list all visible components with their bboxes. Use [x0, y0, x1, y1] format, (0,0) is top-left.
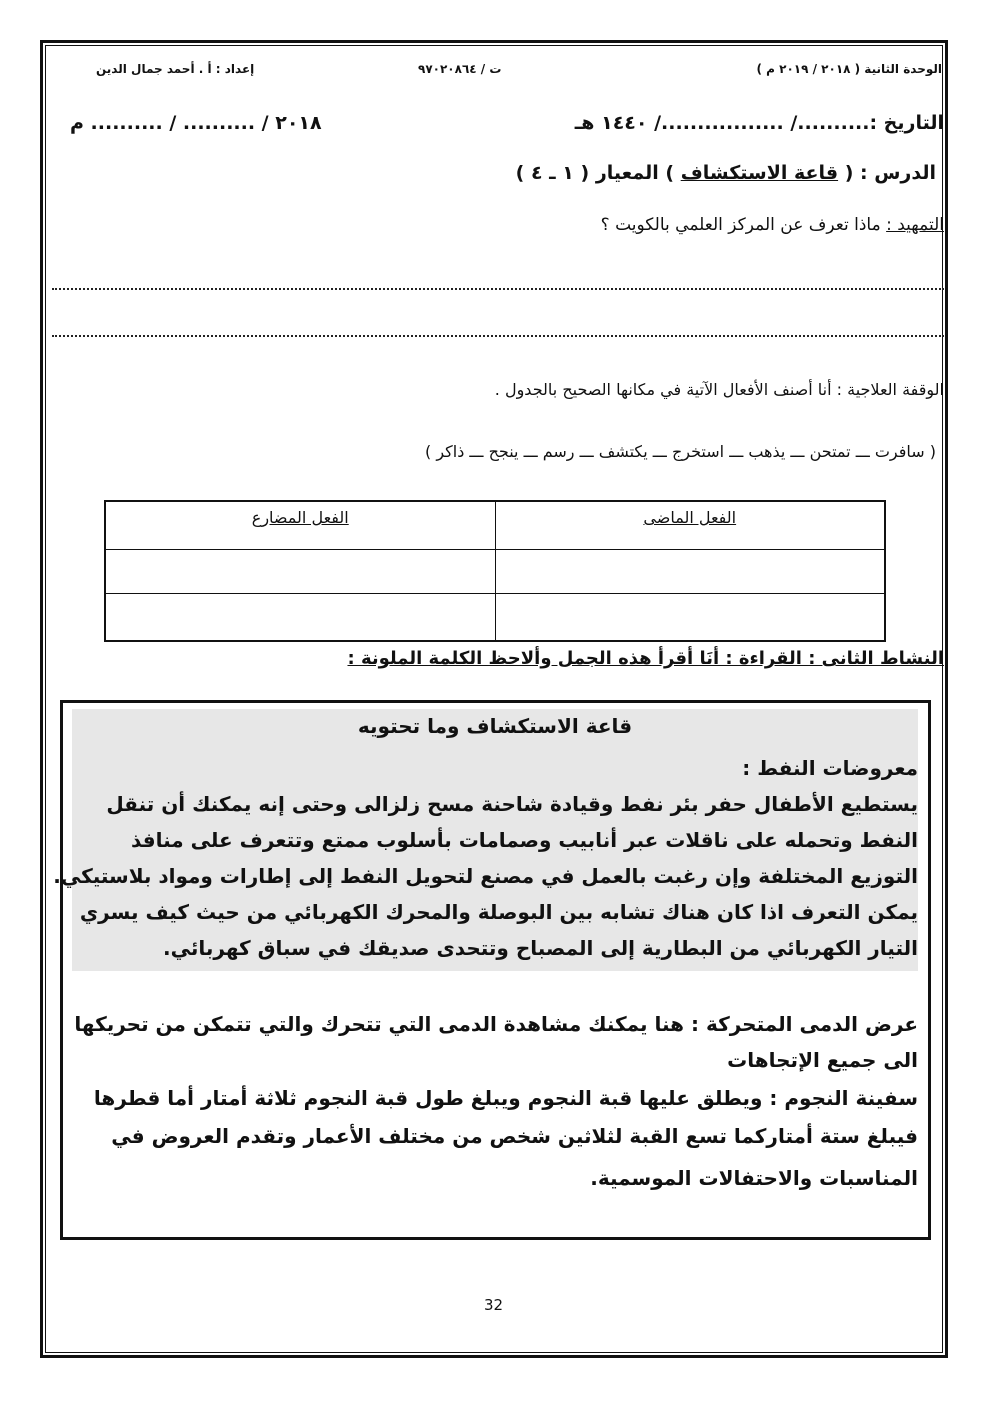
oil-line: يستطيع الأطفال حفر بئر نفط وقيادة شاحنة مسح زلزالى وحتى إنه يمكنك أن تنقل — [106, 792, 918, 816]
ship-line: فيبلغ ستة أمتاركما تسع القبة لثلاثين شخص من مختلف الأعمار وتقدم العروض في — [111, 1124, 918, 1148]
author-label: إعداد : أ . أحمد جمال الدين — [96, 62, 255, 76]
table-cell[interactable] — [105, 594, 495, 641]
answer-line-1[interactable] — [52, 288, 944, 290]
col-present-header: الفعل المضارع — [105, 501, 495, 550]
answer-line-2[interactable] — [52, 335, 944, 337]
intro-question — [601, 215, 944, 235]
page-number: 32 — [484, 1296, 504, 1314]
table-cell[interactable] — [105, 550, 495, 594]
reading-title: قاعة الاستكشاف وما تحتويه — [357, 714, 633, 738]
table-cell[interactable] — [495, 550, 885, 594]
remedial-instruction — [495, 380, 944, 399]
lesson-name: قاعة الاستكشاف — [680, 162, 839, 184]
intro-text: ماذا تعرف عن المركز العلمي بالكويت ؟ — [600, 215, 881, 235]
phone-label: ت / ٩٧٠٢٠٨٦٤ — [418, 62, 502, 76]
verb-classification-table — [104, 500, 886, 642]
oil-line: النفط وتحمله على ناقلات عبر أنابيب وصمامات بأسلوب ممتع وتتعرف على منافذ — [130, 828, 918, 852]
intro-label: التمهيد : — [886, 215, 944, 235]
verbs-list: ( سافرت ـــ تمتحن ـــ يذهب ـــ استخرج ـــ يكتشف ـــ رسم ـــ ينجح ـــ ذاكر ) — [424, 442, 936, 461]
col-past-header: الفعل الماضى — [495, 501, 885, 550]
activity-heading: النشاط الثانى : القراءة : أنَا أقرأ هذه الجمل وألاحظ الكلمة الملونة : — [347, 648, 944, 669]
oil-line: التوزيع المختلفة وإن رغبت بالعمل في مصنع لتحويل النفط إلى إطارات ومواد بلاستيكي. — [53, 864, 918, 888]
unit-label: الوحدة الثانية ( ٢٠١٨ / ٢٠١٩ م ) — [756, 62, 942, 76]
ship-line: سفينة النجوم : ويطلق عليها قبة النجوم ويبلغ طول قبة النجوم ثلاثة أمتار أما قطرها — [93, 1086, 918, 1110]
lesson-label: الدرس : ( — [844, 162, 936, 184]
oil-heading: معروضات النفط : — [742, 756, 918, 780]
remedial-text: أنا أصنف الأفعال الآتية في مكانها الصحيح بالجدول . — [494, 380, 832, 399]
date-gregorian: ٢٠١٨ / .......... / .......... م — [70, 112, 322, 134]
date-hijri: التاريخ :........../ ................./ ١٤٤٠ هـ — [574, 112, 944, 134]
dolls-line: عرض الدمى المتحركة : هنا يمكنك مشاهدة الدمى التي تتحرك والتي تتمكن من تحريكها — [74, 1012, 918, 1036]
remedial-label: الوقفة العلاجية : — [836, 380, 944, 399]
dolls-line: الى جميع الإتجاهات — [727, 1048, 918, 1072]
ship-line: المناسبات والاحتفالات الموسمية. — [590, 1166, 918, 1190]
lesson-standard: ) المعيار ( ١ ـ ٤ ) — [515, 162, 675, 184]
table-cell[interactable] — [495, 594, 885, 641]
oil-line: التيار الكهربائي من البطارية إلى المصباح وتتحدى صديقك في سباق كهربائي. — [163, 936, 918, 960]
oil-line: يمكن التعرف اذا كان هناك تشابه بين البوصلة والمحرك الكهربائي من حيث كيف يسري — [79, 900, 918, 924]
lesson-title — [516, 162, 936, 184]
